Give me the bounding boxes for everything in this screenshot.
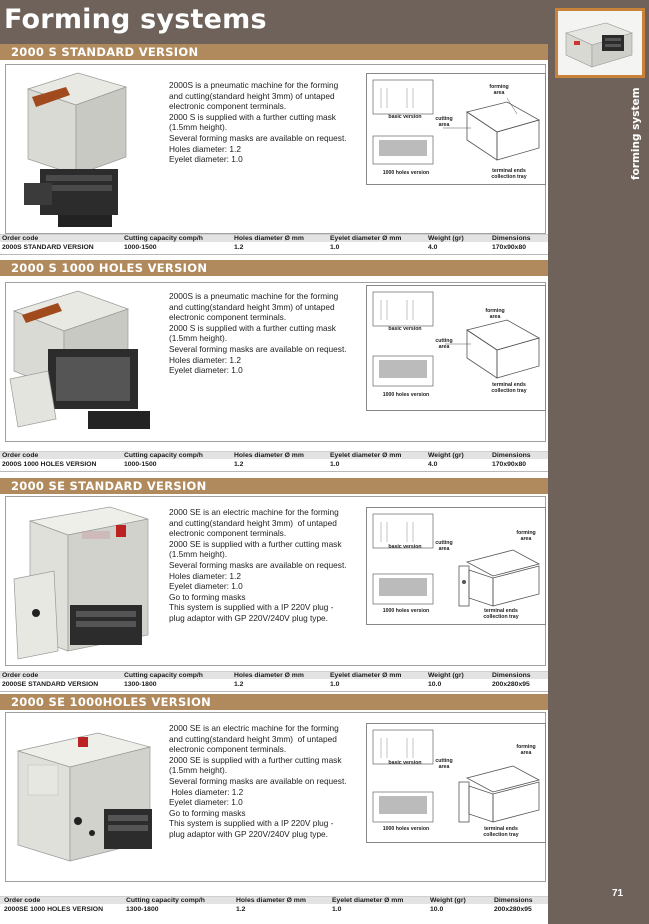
label-basic-version: basic version [388,544,422,550]
page-number: 71 [612,888,624,899]
page-title: Forming systems [4,4,267,35]
label-basic-version: basic version [388,760,422,766]
product-panel [5,712,546,882]
product-panel [5,496,546,666]
label-collection-tray: terminal ends collection tray [483,826,519,838]
product-photo [8,721,162,875]
product-photo [18,71,136,229]
label-holes-version: 1000 holes version [382,608,430,614]
section-heading: 2000 S STANDARD VERSION [11,45,199,59]
technical-diagram [366,723,546,843]
product-description: 2000S is a pneumatic machine for the forming and cutting(standard height 3mm) of untaped electronic component terminals. 2000 S is supplied with a further cutting mask (1.5mm height). Several forming masks are available on request. Holes diameter: 1.2 Eyelet diameter: 1.0 [169,291,347,376]
section-2000se-1000-holes [0,694,548,918]
product-thumbnail [555,8,645,78]
label-collection-tray: terminal ends collection tray [483,608,519,620]
section-heading: 2000 SE 1000HOLES VERSION [11,695,212,709]
divider [0,691,548,692]
section-heading-bar [0,260,548,276]
section-heading-bar [0,478,548,494]
label-forming-area: forming area [489,84,509,96]
label-holes-version: 1000 holes version [382,392,430,398]
product-panel [5,282,546,442]
label-forming-area: forming area [516,744,536,756]
technical-diagram [366,285,546,411]
section-heading-bar [0,694,548,710]
label-holes-version: 1000 holes version [382,826,430,832]
section-2000s-standard [0,44,548,260]
label-forming-area: forming area [516,530,536,542]
section-2000se-standard [0,478,548,694]
technical-diagram [366,73,546,185]
page-header [0,0,548,44]
label-basic-version: basic version [388,326,422,332]
label-collection-tray: terminal ends collection tray [491,168,527,180]
spec-header-row: Order code Cutting capacity comp/h Holes diameter Ø mm Eyelet diameter Ø mm Weight (gr) Dimensions [0,451,548,459]
section-heading: 2000 S 1000 HOLES VERSION [11,261,208,275]
product-description: 2000S is a pneumatic machine for the forming and cutting(standard height 3mm) of untaped electronic component terminals. 2000 S is supplied with a further cutting mask (1.5mm height). Several forming masks are available on request. Holes diameter: 1.2 Eyelet diameter: 1.0 [169,80,347,165]
label-forming-area: forming area [485,308,505,320]
spec-value-row: 2000S STANDARD VERSION 1000-1500 1.2 1.0 4.0 170x90x80 [0,244,548,253]
spec-value-row: 2000SE STANDARD VERSION 1300-1800 1.2 1.0 10.0 200x280x95 [0,681,548,690]
spec-header-row: Order code Cutting capacity comp/h Holes diameter Ø mm Eyelet diameter Ø mm Weight (gr) Dimensions [0,671,548,679]
label-holes-version: 1000 holes version [382,170,430,176]
label-cutting-area: cutting area [435,116,453,128]
label-cutting-area: cutting area [435,540,453,552]
section-heading: 2000 SE STANDARD VERSION [11,479,207,493]
label-cutting-area: cutting area [435,758,453,770]
divider [0,471,548,472]
label-cutting-area: cutting area [435,338,453,350]
product-panel [5,64,546,234]
product-description: 2000 SE is an electric machine for the forming and cutting(standard height 3mm) of untaped electronic component terminals. 2000 SE is supplied with a further cutting mask (1.5mm height). Several forming masks are available on request. Holes diameter: 1.2 Eyelet diameter: 1.0 Go to forming masks This system is supplied with a IP 220V plug - plug adaptor with GP 220V/240V plug type. [169,723,347,839]
label-basic-version: basic version [388,114,422,120]
spec-value-row: 2000S 1000 HOLES VERSION 1000-1500 1.2 1.0 4.0 170x90x80 [0,461,548,470]
product-photo [10,501,160,663]
technical-diagram [366,507,546,625]
divider [0,254,548,255]
section-heading-bar [0,44,548,60]
spec-header-row: Order code Cutting capacity comp/h Holes diameter Ø mm Eyelet diameter Ø mm Weight (gr) Dimensions [0,896,548,904]
side-section-label: forming system [630,87,642,180]
spec-value-row: 2000SE 1000 HOLES VERSION 1300-1800 1.2 1.0 10.0 200x280x95 [0,906,548,915]
section-2000s-1000-holes [0,260,548,478]
product-photo [8,287,158,439]
spec-header-row: Order code Cutting capacity comp/h Holes diameter Ø mm Eyelet diameter Ø mm Weight (gr) Dimensions [0,234,548,242]
label-collection-tray: terminal ends collection tray [491,382,527,394]
product-description: 2000 SE is an electric machine for the forming and cutting(standard height 3mm) of untaped electronic component terminals. 2000 SE is supplied with a further cutting mask (1.5mm height). Several forming masks are available on request. Holes diameter: 1.2 Eyelet diameter: 1.0 Go to forming masks This system is supplied with a IP 220V plug - plug adaptor with GP 220V/240V plug type. [169,507,347,623]
